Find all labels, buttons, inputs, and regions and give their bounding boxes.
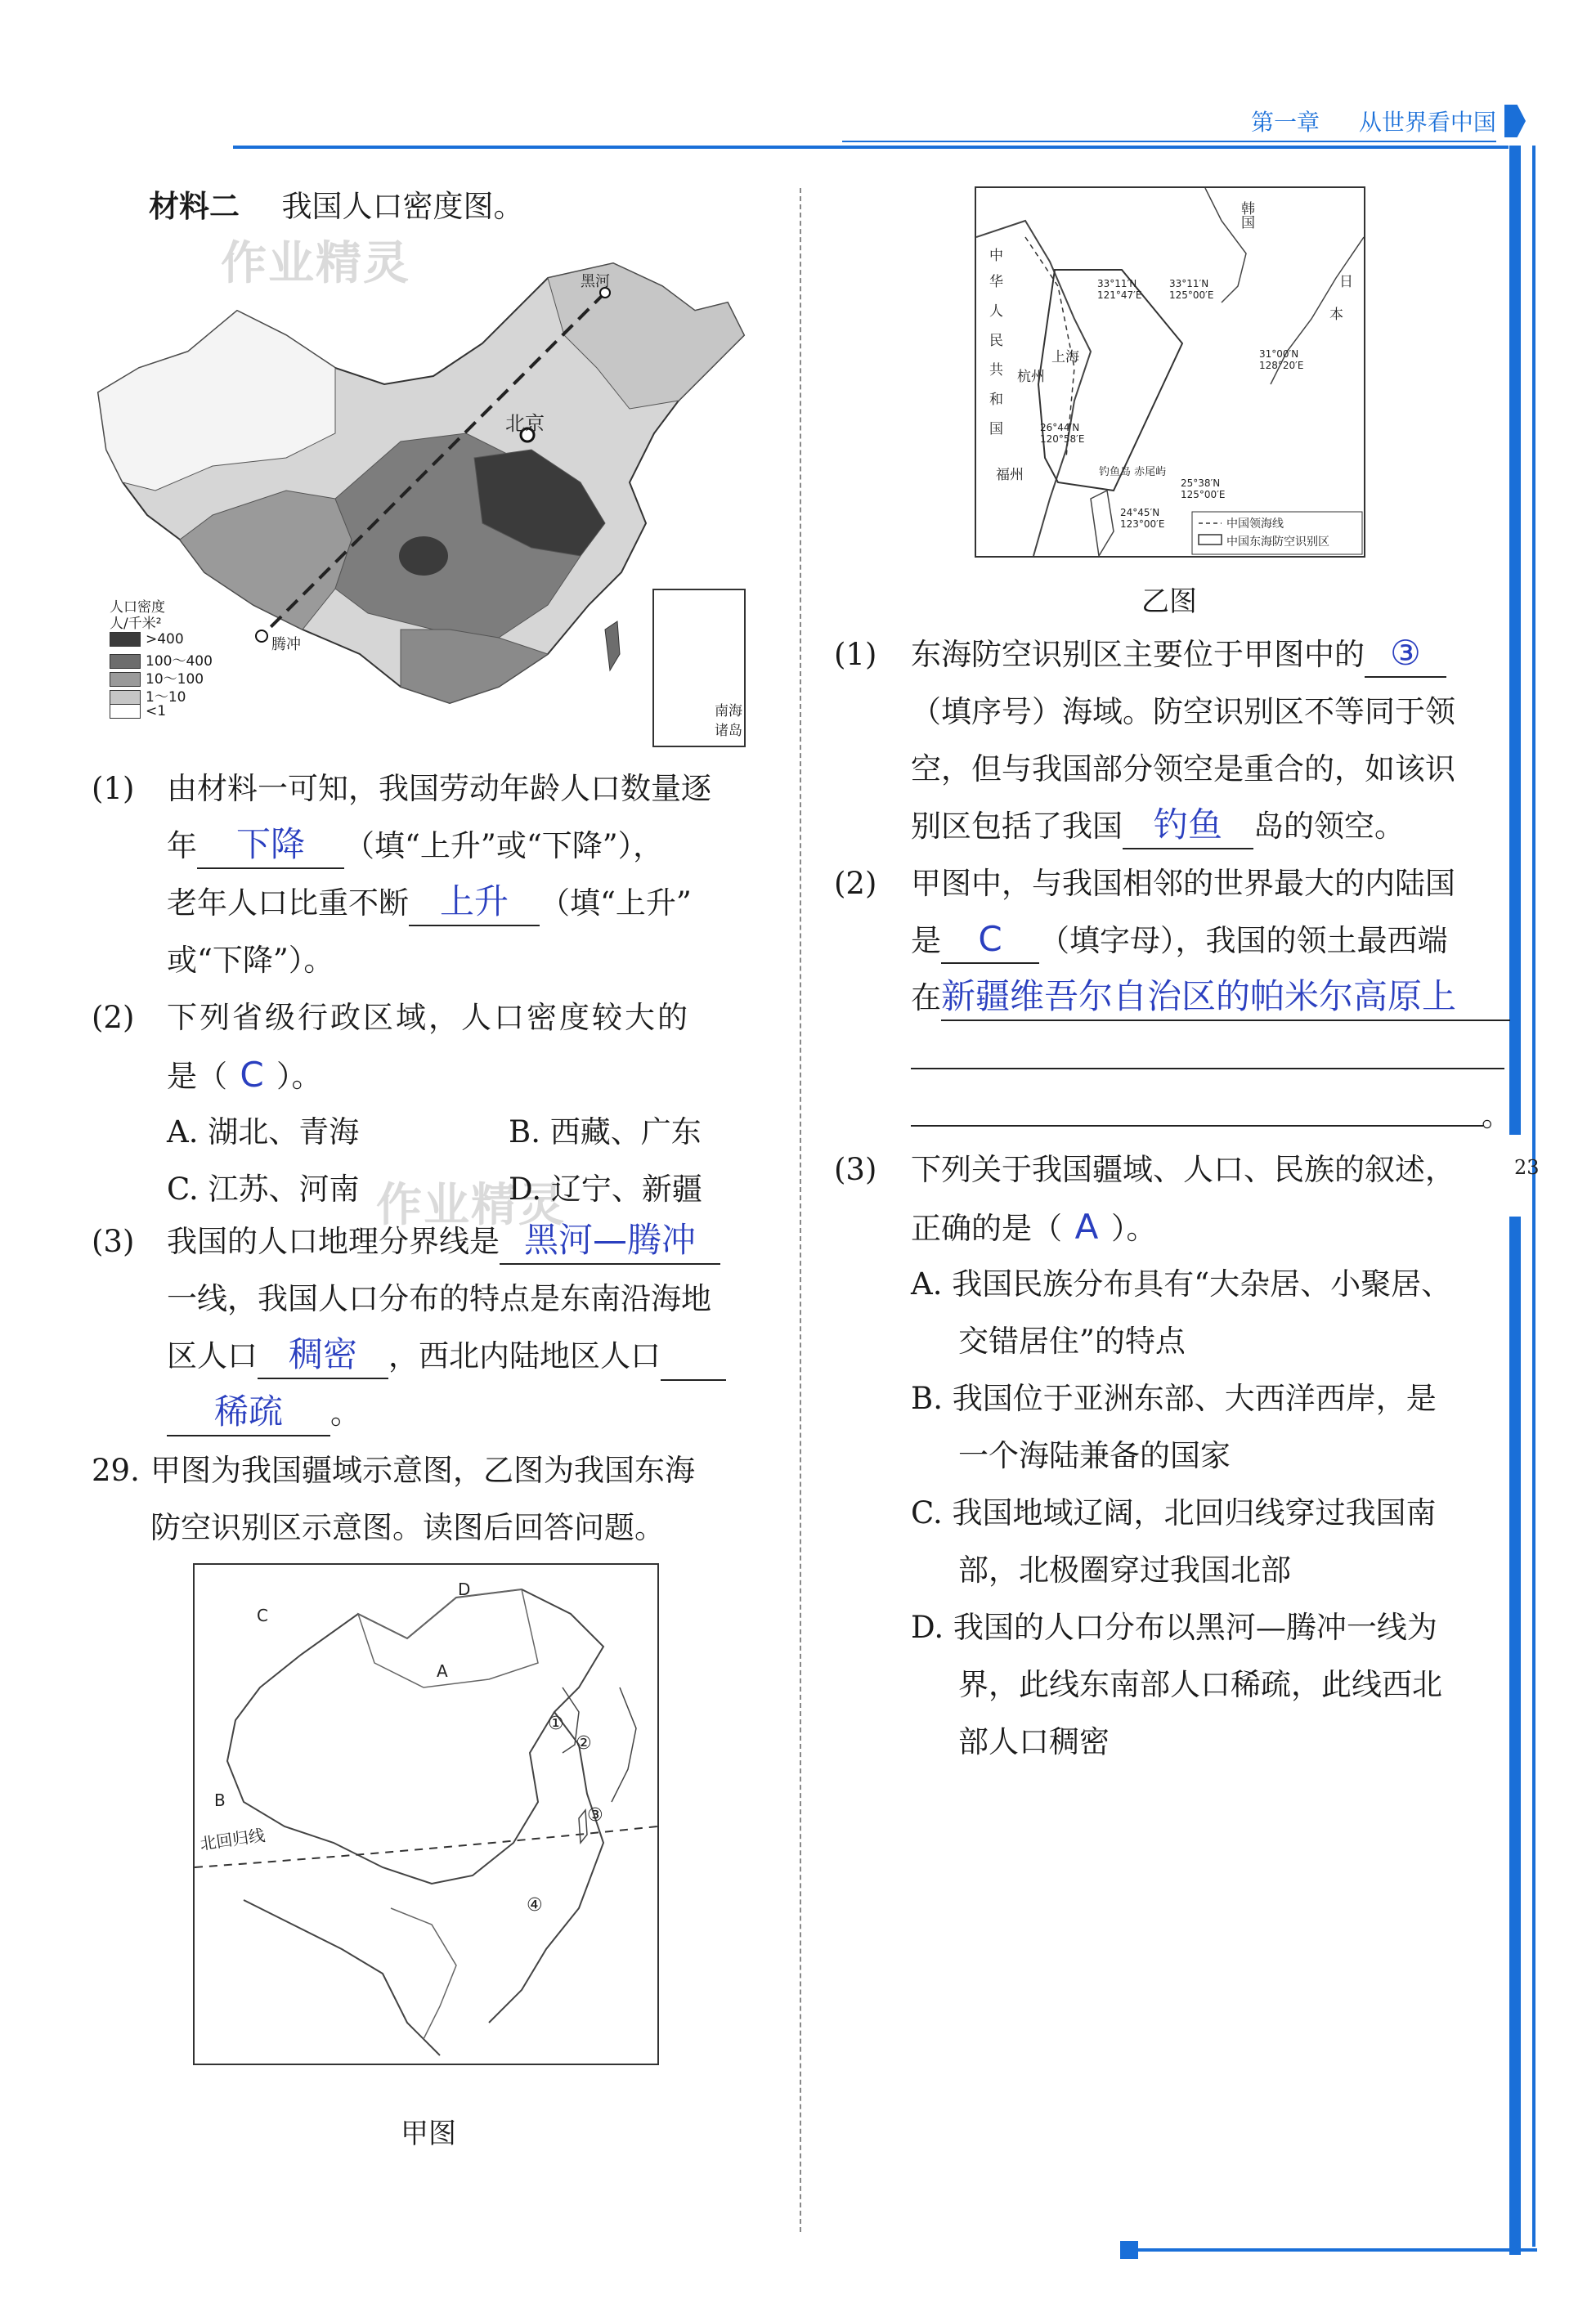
answer-blank-4[interactable]: 稠密 bbox=[258, 1332, 388, 1379]
left-q3-line2: 一线，我国人口分布的特点是东南沿海地 bbox=[167, 1281, 711, 1316]
label-south-sea-2: 诸岛 bbox=[715, 723, 742, 739]
left-q1-text1: 由材料一可知，我国劳动年龄人口数量逐 bbox=[167, 771, 711, 806]
right-q1-line4 bbox=[911, 798, 1405, 855]
answer-blank-2[interactable]: 上升 bbox=[409, 879, 540, 926]
legend-title-2: 人/千米² bbox=[110, 616, 162, 632]
left-q2-text2b: ）。 bbox=[276, 1059, 322, 1094]
right-q2-line3 bbox=[911, 970, 1510, 1027]
material-heading bbox=[149, 178, 524, 235]
left-q2-text2a: 是（ bbox=[167, 1059, 227, 1094]
answer-choice-q2[interactable]: C bbox=[240, 1055, 264, 1095]
right-q3-optB1: B. 我国位于亚洲东部、大西洋西岸，是 bbox=[911, 1381, 1437, 1416]
answer-choice-q3[interactable]: A bbox=[1074, 1207, 1099, 1247]
yi-legend-1: 中国领海线 bbox=[1226, 518, 1284, 531]
left-q1-line4 bbox=[167, 932, 334, 989]
left-q3-text3b: ，西北内陆地区人口 bbox=[388, 1338, 661, 1374]
legend-label: 100～400 bbox=[146, 653, 213, 670]
legend-title-1: 人口密度 bbox=[110, 599, 165, 616]
footer-square bbox=[1120, 2241, 1138, 2259]
jia-label-C: C bbox=[257, 1606, 268, 1625]
right-q1-text4a: 别区包括了我国 bbox=[911, 809, 1123, 844]
right-q1-text4b: 岛的领空。 bbox=[1253, 809, 1405, 844]
yi-label-korea-text: 韩国 bbox=[1238, 201, 1254, 229]
left-q2-optA: A. 湖北、青海 bbox=[167, 1114, 360, 1150]
header-tab bbox=[1504, 105, 1526, 137]
right-q1-line2: （填序号）海域。防空识别区不等同于领 bbox=[911, 694, 1455, 729]
yi-coord-1b: 121°47′E bbox=[1097, 289, 1142, 301]
right-q2-num: (2) bbox=[834, 866, 877, 901]
header-rule bbox=[233, 146, 1509, 149]
chapter-title: 从世界看中国 bbox=[1358, 109, 1496, 136]
legend-row-1 bbox=[110, 631, 184, 648]
yi-label-shanghai: 上海 bbox=[1051, 349, 1079, 365]
jia-coast bbox=[489, 1712, 603, 2023]
yi-label-prc-5: 和 bbox=[989, 392, 1003, 408]
left-q2-line2 bbox=[167, 1046, 322, 1105]
legend-label: <1 bbox=[146, 703, 167, 719]
right-q2-text2b: （填字母），我国的领土最西端 bbox=[1039, 923, 1448, 958]
yi-coord-4b: 120°58′E bbox=[1040, 433, 1085, 445]
yi-coord-1: 33°11′N bbox=[1097, 278, 1137, 289]
right-q2-text1: 甲图中，与我国相邻的世界最大的内陆国 bbox=[911, 866, 1455, 901]
legend-row-3 bbox=[110, 667, 204, 688]
q29-num: 29. bbox=[92, 1453, 140, 1488]
yi-legend-2: 中国东海防空识别区 bbox=[1226, 536, 1329, 549]
legend-row-5 bbox=[110, 703, 166, 719]
jia-mongolia bbox=[358, 1589, 538, 1687]
yi-label-hangzhou: 杭州 bbox=[1017, 369, 1045, 385]
left-q3-text1: 我国的人口地理分界线是 bbox=[167, 1224, 500, 1259]
label-south-sea-1: 南海 bbox=[715, 703, 742, 719]
right-q3-optA2: 交错居住”的特点 bbox=[958, 1324, 1186, 1359]
right-q3-optD1: D. 我国的人口分布以黑河—腾冲一线为 bbox=[911, 1610, 1437, 1645]
right-q3-text1: 下列关于我国疆域、人口、民族的叙述， bbox=[911, 1152, 1455, 1187]
left-q2-num: (2) bbox=[92, 1000, 135, 1035]
yi-label-prc-4: 共 bbox=[989, 362, 1003, 379]
answer-blank-1[interactable]: 下降 bbox=[197, 822, 344, 869]
answer-blank-5[interactable]: 稀疏 bbox=[167, 1389, 330, 1436]
right-q3-optB2: 一个海陆兼备的国家 bbox=[958, 1438, 1231, 1473]
left-q1-text2b: （填“上升”或“下降”）， bbox=[344, 828, 664, 863]
jia-label-B: B bbox=[214, 1790, 226, 1810]
q29-line1 bbox=[92, 1442, 695, 1499]
left-q3-text3a: 区人口 bbox=[167, 1338, 258, 1374]
yi-label-prc-6: 国 bbox=[989, 421, 1003, 437]
q29-text1: 甲图为我国疆域示意图，乙图为我国东海 bbox=[150, 1453, 695, 1488]
right-q3-text2a: 正确的是（ bbox=[911, 1211, 1062, 1246]
map-jia-caption: 甲图 bbox=[401, 2118, 456, 2150]
material-title: 我国人口密度图。 bbox=[281, 189, 524, 224]
left-q3-num: (3) bbox=[92, 1224, 135, 1259]
legend-swatch bbox=[110, 704, 141, 719]
yi-adiz-zone bbox=[1038, 270, 1182, 491]
map-yi bbox=[975, 186, 1365, 558]
yi-coord-6b: 123°00′E bbox=[1120, 518, 1165, 530]
right-q3-optC2: 部，北极圈穿过我国北部 bbox=[958, 1553, 1291, 1588]
right-q1-line3: 空，但与我国部分领空是重合的，如该识 bbox=[911, 751, 1455, 787]
yi-label-prc-1: 华 bbox=[989, 274, 1003, 290]
right-q1-line1 bbox=[834, 626, 1446, 683]
right-q3-optD2: 界，此线东南部人口稀疏，此线西北 bbox=[958, 1667, 1442, 1702]
left-q2-optB: B. 西藏、广东 bbox=[509, 1114, 702, 1150]
page-number: 23 bbox=[1514, 1156, 1540, 1179]
yi-coord-3: 31°00′N bbox=[1259, 348, 1299, 360]
jia-label-tropic: 北回归线 bbox=[198, 1825, 267, 1854]
answer-blank-7[interactable]: 钓鱼 bbox=[1123, 802, 1253, 849]
right-q2-line2 bbox=[911, 912, 1448, 970]
jia-japan bbox=[612, 1687, 636, 1802]
left-q1-text3b: （填“上升” bbox=[540, 885, 692, 921]
answer-blank-8[interactable]: C bbox=[941, 916, 1039, 964]
sichuan-dark bbox=[399, 536, 448, 576]
left-q1-num: (1) bbox=[92, 771, 135, 806]
header-chapter bbox=[1251, 105, 1496, 137]
yi-coord-5b: 125°00′E bbox=[1181, 489, 1226, 500]
right-q1-text1: 东海防空识别区主要位于甲图中的 bbox=[911, 637, 1365, 672]
right-q2-blank-line-1 bbox=[911, 1068, 1504, 1069]
right-q3-text2b: ）。 bbox=[1111, 1211, 1157, 1246]
right-q3-optC1: C. 我国地域辽阔，北回归线穿过我国南 bbox=[911, 1495, 1437, 1530]
yi-label-japan-1: 日 bbox=[1339, 274, 1353, 290]
legend-label: >400 bbox=[146, 631, 184, 648]
answer-blank-9[interactable]: 新疆维吾尔自治区的帕米尔高原上 bbox=[941, 974, 1510, 1021]
header-rule-thin bbox=[842, 141, 1496, 142]
jia-south bbox=[244, 1900, 440, 2055]
left-q1-line3 bbox=[167, 875, 692, 932]
right-q2-blank-line-2 bbox=[911, 1125, 1483, 1127]
map-yi-caption: 乙图 bbox=[1141, 585, 1197, 618]
answer-blank-3[interactable]: 黑河—腾冲 bbox=[500, 1217, 720, 1265]
right-q2-end: 。 bbox=[1482, 1098, 1512, 1133]
population-density-map bbox=[90, 245, 752, 752]
left-q2-text1: 下列省级行政区域，人口密度较大的 bbox=[167, 1000, 690, 1035]
yi-label-prc-2: 人 bbox=[989, 303, 1003, 320]
jia-label-2: ② bbox=[576, 1733, 592, 1754]
left-q1-text3a: 老年人口比重不断 bbox=[167, 885, 409, 921]
right-q3-num: (3) bbox=[834, 1152, 877, 1187]
right-q3-line2 bbox=[911, 1199, 1157, 1257]
yi-coord-6: 24°45′N bbox=[1120, 507, 1160, 518]
left-q1-text2a: 年 bbox=[167, 828, 197, 863]
side-bar-line bbox=[1532, 146, 1535, 2247]
left-q1-line1 bbox=[92, 760, 711, 818]
right-q3-optA1: A. 我国民族分布具有“大杂居、小聚居、 bbox=[911, 1266, 1452, 1302]
right-q1-num: (1) bbox=[834, 637, 877, 672]
left-q1-text4: 或“下降”）。 bbox=[167, 943, 334, 978]
left-q2-optD: D. 辽宁、新疆 bbox=[509, 1172, 702, 1207]
legend-row-4 bbox=[110, 685, 186, 706]
south-sea-inset bbox=[652, 589, 746, 747]
legend-swatch bbox=[110, 632, 141, 647]
yi-coord-5: 25°38′N bbox=[1181, 477, 1221, 489]
yi-label-japan-2: 本 bbox=[1329, 307, 1343, 323]
taiwan bbox=[605, 621, 620, 670]
map-jia bbox=[193, 1563, 659, 2065]
left-q1-line2 bbox=[167, 818, 663, 875]
tengchong-dot bbox=[256, 630, 267, 642]
watermark-2: 作业精灵 bbox=[376, 1179, 566, 1232]
jia-label-3: ③ bbox=[587, 1805, 603, 1826]
yi-coord-2: 33°11′N bbox=[1169, 278, 1209, 289]
jia-label-D: D bbox=[458, 1580, 471, 1599]
jia-label-4: ④ bbox=[527, 1895, 543, 1916]
side-bar-bottom bbox=[1509, 1217, 1521, 2255]
left-q3-line4 bbox=[167, 1385, 361, 1442]
left-q2-line1 bbox=[92, 989, 690, 1046]
density-legend bbox=[110, 595, 232, 734]
jia-label-A: A bbox=[437, 1661, 448, 1681]
yi-coord-3b: 128°20′E bbox=[1259, 360, 1304, 371]
yi-label-fuzhou: 福州 bbox=[996, 467, 1024, 483]
label-heihe: 黑河 bbox=[581, 273, 610, 290]
side-bar-top bbox=[1509, 146, 1521, 1135]
chapter-label: 第一章 bbox=[1251, 109, 1320, 136]
jia-indochina bbox=[391, 1908, 456, 2039]
label-beijing: 北京 bbox=[505, 412, 545, 435]
right-q3-line1 bbox=[834, 1141, 1455, 1199]
right-q2-line1 bbox=[834, 855, 1455, 912]
right-q2-text3a: 在 bbox=[911, 980, 941, 1015]
left-q3-line3 bbox=[167, 1328, 726, 1385]
yi-coord-4: 26°44′N bbox=[1040, 422, 1080, 433]
right-q2-text2a: 是 bbox=[911, 923, 941, 958]
jia-label-1: ① bbox=[548, 1714, 564, 1734]
legend-label: 10～100 bbox=[146, 671, 204, 688]
answer-blank-6[interactable]: ③ bbox=[1365, 630, 1446, 678]
yi-label-prc-3: 民 bbox=[989, 333, 1003, 349]
jia-china-border bbox=[227, 1589, 603, 1884]
left-q3-line1 bbox=[92, 1213, 720, 1271]
yi-label-diaoyu: 钓鱼岛 赤尾屿 bbox=[1099, 466, 1167, 478]
yi-taiwan bbox=[1091, 491, 1114, 556]
column-divider bbox=[800, 188, 801, 2232]
yi-coord-2b: 125°00′E bbox=[1169, 289, 1214, 301]
jia-taiwan bbox=[579, 1810, 587, 1843]
watermark-1: 作业精灵 bbox=[221, 237, 410, 290]
right-q3-optD3: 部人口稠密 bbox=[958, 1724, 1110, 1759]
legend-label: 1～10 bbox=[146, 689, 186, 706]
q29-line2: 防空识别区示意图。读图后回答问题。 bbox=[150, 1510, 665, 1545]
blank-line bbox=[661, 1333, 726, 1381]
left-q2-optC: C. 江苏、河南 bbox=[167, 1172, 360, 1207]
material-label: 材料二 bbox=[149, 189, 240, 224]
label-tengchong: 腾冲 bbox=[271, 636, 301, 653]
legend-row-2 bbox=[110, 649, 213, 670]
yi-label-prc-0: 中 bbox=[989, 248, 1003, 264]
left-q3-text4: 。 bbox=[330, 1396, 361, 1431]
footer-rule bbox=[1128, 2248, 1537, 2252]
